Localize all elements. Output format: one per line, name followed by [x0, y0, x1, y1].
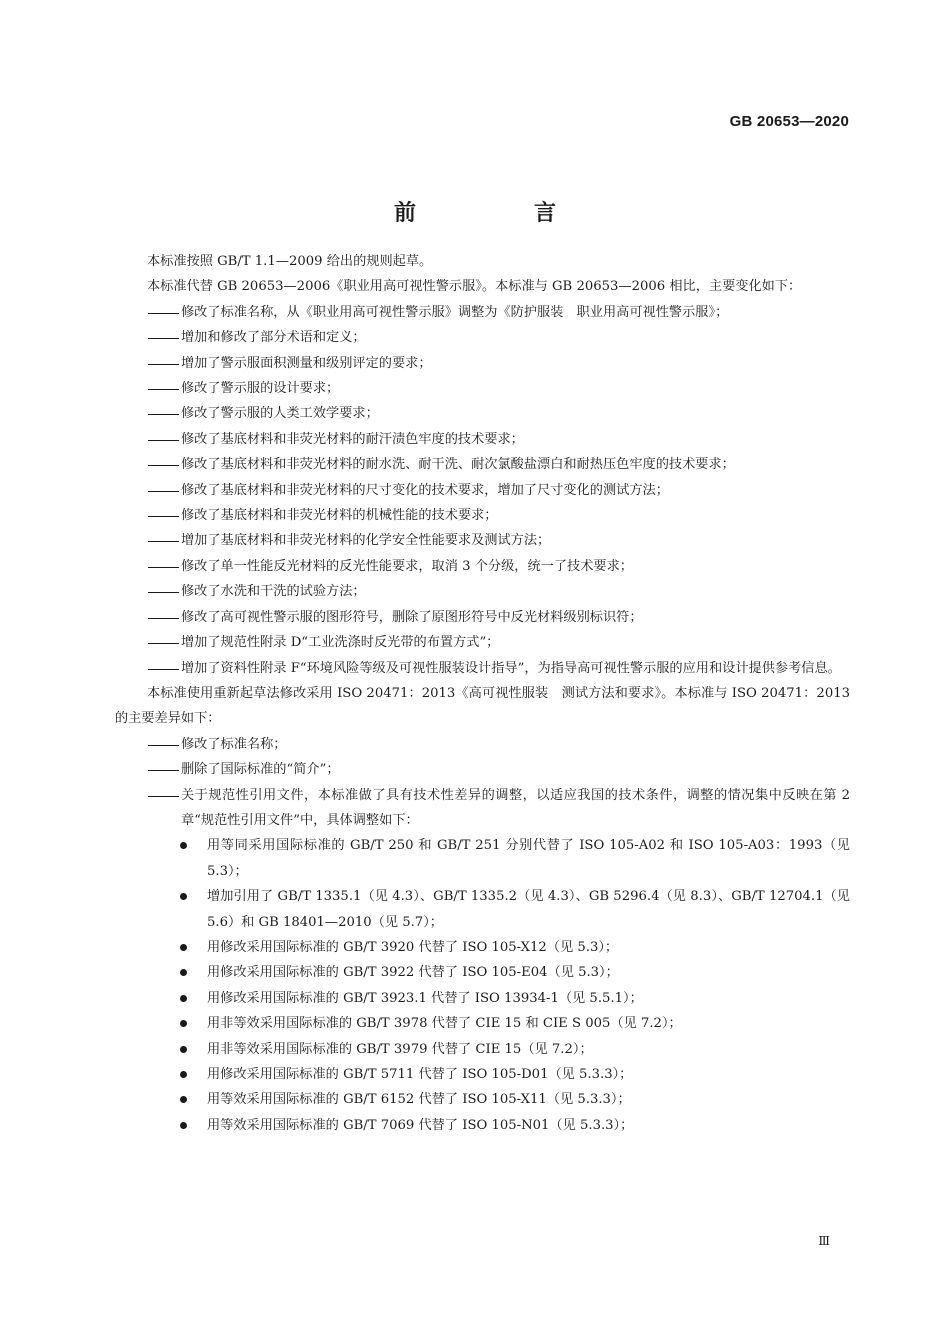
bullet-icon [180, 1122, 187, 1129]
list-item-text: 修改了警示服的设计要求； [181, 381, 340, 397]
bullet-icon [180, 944, 187, 951]
bullet-item [115, 1087, 850, 1112]
reference-adjustments-list [115, 833, 850, 1138]
iso-intro-paragraph: 本标准使用重新起草法修改采用 ISO 20471：2013《高可视性服装 测试方法和要求》。本标准与 ISO 20471：2013 的主要差异如下： [115, 685, 850, 727]
bullet-item-text: 用修改采用国际标准的 GB/T 3922 代替了 ISO 105-E04（见 5.3）； [207, 965, 619, 981]
list-item [115, 783, 850, 834]
standard-number: GB 20653—2020 [729, 113, 849, 130]
list-item [115, 376, 850, 401]
bullet-item [115, 1011, 850, 1036]
page-number: Ⅲ [818, 1234, 830, 1248]
list-item-text: 删除了国际标准的“简介”； [181, 762, 340, 778]
intro-paragraph: 本标准代替 GB 20653—2006《职业用高可视性警示服》。本标准与 GB 20653—2006 相比，主要变化如下： [147, 279, 802, 295]
bullet-item-text: 用等同采用国际标准的 GB/T 250 和 GB/T 251 分别代替了 ISO 105-A02 和 ISO 105-A03：1993（见 5.3）； [207, 838, 850, 879]
list-item-text: 修改了基底材料和非荧光材料的机械性能的技术要求； [181, 508, 498, 524]
bullet-item [115, 884, 850, 935]
bullet-item-text: 用修改采用国际标准的 GB/T 3920 代替了 ISO 105-X12（见 5.3）； [207, 939, 619, 955]
list-item-text: 修改了基底材料和非荧光材料的耐汗渍色牢度的技术要求； [181, 431, 524, 447]
page-title: 前 言 [393, 201, 604, 226]
bullet-icon [180, 1020, 187, 1027]
list-item-text: 修改了警示服的人类工效学要求； [181, 406, 379, 422]
list-item [115, 732, 850, 757]
bullet-item [115, 1062, 850, 1087]
list-item-text: 修改了高可视性警示服的图形符号，删除了原图形符号中反光材料级别标识符； [181, 609, 643, 625]
bullet-icon [180, 893, 187, 900]
intro-paragraph: 本标准按照 GB/T 1.1—2009 给出的规则起草。 [147, 254, 433, 269]
list-item-text: 修改了水洗和干洗的试验方法； [181, 584, 366, 600]
bullet-item [115, 1113, 850, 1138]
changes-list [115, 300, 850, 681]
bullet-item-text: 用修改采用国际标准的 GB/T 3923.1 代替了 ISO 13934-1（见 5.5.1）； [207, 990, 643, 1006]
list-item [115, 478, 850, 503]
bullet-icon [180, 995, 187, 1002]
list-item [115, 351, 850, 376]
list-item-text: 修改了基底材料和非荧光材料的耐水洗、耐干洗、耐次氯酸盐漂白和耐热压色牢度的技术要求； [181, 457, 735, 473]
bullet-icon [180, 1096, 187, 1103]
list-item-text: 增加了警示服面积测量和级别评定的要求； [181, 355, 432, 371]
bullet-icon [180, 1046, 187, 1053]
list-item [115, 757, 850, 782]
foreword-body [115, 249, 850, 1138]
list-item [115, 452, 850, 477]
bullet-item [115, 935, 850, 960]
bullet-item-text: 用等效采用国际标准的 GB/T 6152 代替了 ISO 105-X11（见 5.3.3）； [207, 1092, 631, 1108]
list-item [115, 325, 850, 350]
bullet-item [115, 960, 850, 985]
list-item-text: 关于规范性引用文件，本标准做了具有技术性差异的调整，以适应我国的技术条件，调整的情况集中反映在第 2 章“规范性引用文件”中，具体调整如下： [181, 787, 850, 828]
list-item [115, 427, 850, 452]
list-item [115, 528, 850, 553]
list-item-text: 修改了单一性能反光材料的反光性能要求，取消 3 个分级，统一了技术要求； [181, 558, 633, 574]
list-item [115, 579, 850, 604]
bullet-item-text: 用非等效采用国际标准的 GB/T 3978 代替了 CIE 15 和 CIE S 005（见 7.2）； [207, 1016, 682, 1032]
list-item [115, 630, 850, 655]
list-item-text: 修改了标准名称，从《职业用高可视性警示服》调整为《防护服装 职业用高可视性警示服》； [181, 304, 729, 320]
list-item [115, 656, 850, 681]
list-item [115, 300, 850, 325]
list-item [115, 503, 850, 528]
bullet-icon [180, 1071, 187, 1078]
bullet-icon [180, 842, 187, 849]
iso-differences-list [115, 732, 850, 834]
list-item-text: 增加了规范性附录 D“工业洗涤时反光带的布置方式”； [181, 635, 500, 651]
bullet-item-text: 用非等效采用国际标准的 GB/T 3979 代替了 CIE 15（见 7.2）； [207, 1041, 593, 1057]
bullet-item [115, 986, 850, 1011]
bullet-item-text: 用等效采用国际标准的 GB/T 7069 代替了 ISO 105-N01（见 5.3.3）； [207, 1117, 634, 1133]
list-item-text: 修改了标准名称； [181, 736, 287, 752]
list-item-text: 增加了基底材料和非荧光材料的化学安全性能要求及测试方法； [181, 533, 551, 549]
bullet-item [115, 833, 850, 884]
bullet-icon [180, 969, 187, 976]
bullet-item [115, 1037, 850, 1062]
list-item [115, 605, 850, 630]
list-item-text: 增加了资料性附录 F“环境风险等级及可视性服装设计指导”，为指导高可视性警示服的应用和设计提供参考信息。 [181, 660, 841, 676]
list-item [115, 554, 850, 579]
list-item-text: 修改了基底材料和非荧光材料的尺寸变化的技术要求，增加了尺寸变化的测试方法； [181, 482, 669, 498]
list-item [115, 401, 850, 426]
bullet-item-text: 用修改采用国际标准的 GB/T 5711 代替了 ISO 105-D01（见 5.3.3）； [207, 1067, 633, 1082]
bullet-item-text: 增加引用了 GB/T 1335.1（见 4.3）、GB/T 1335.2（见 4.3）、GB 5296.4（见 8.3）、GB/T 12704.1（见 5.6）和 GB 18401—2010（见 5.7）； [207, 889, 850, 930]
list-item-text: 增加和修改了部分术语和定义； [181, 330, 366, 346]
